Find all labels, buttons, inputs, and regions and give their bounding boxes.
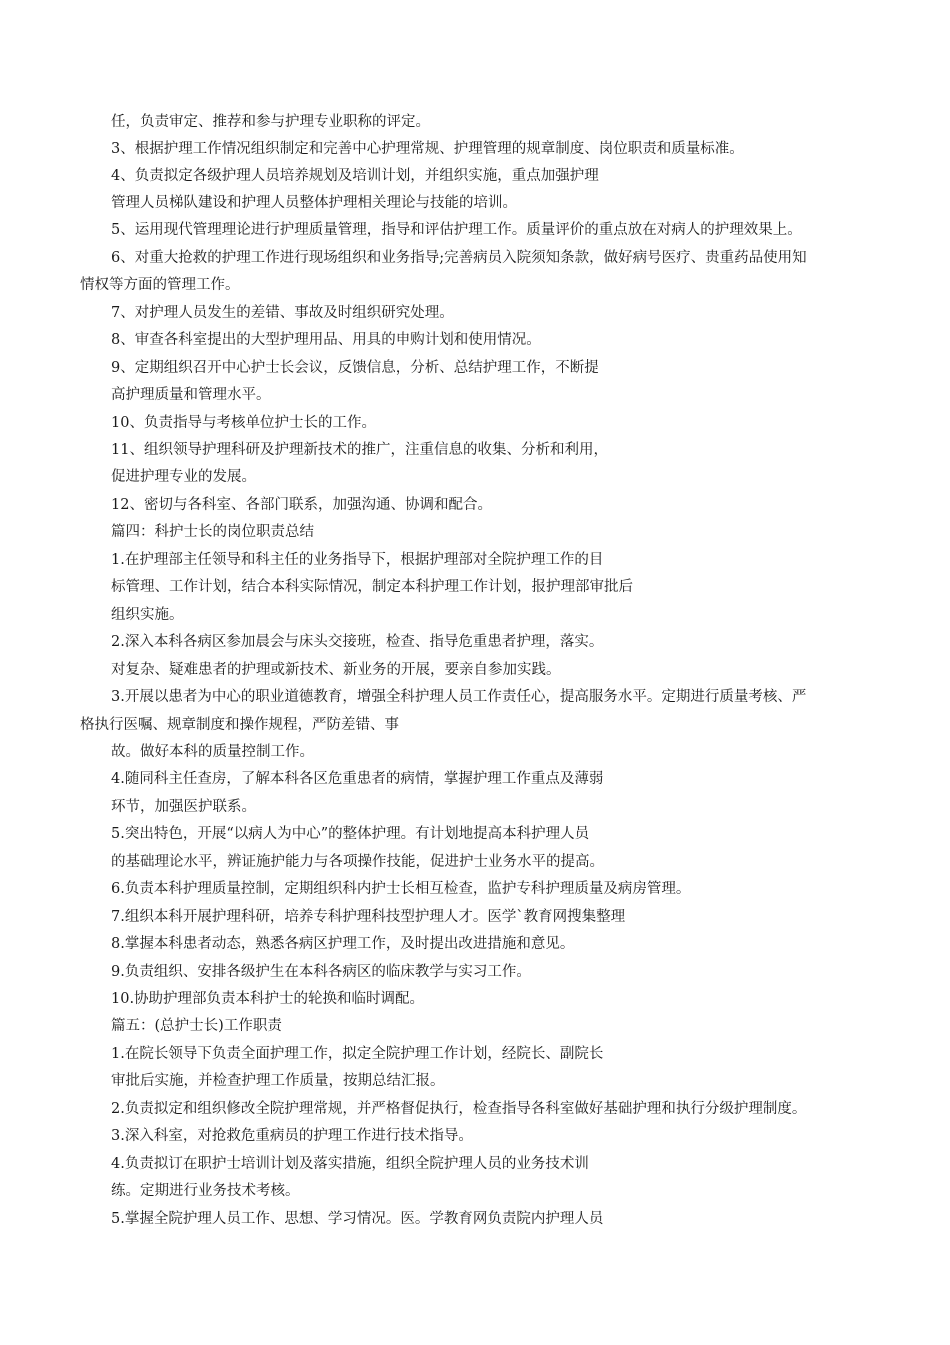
text-line: 6、对重大抢救的护理工作进行现场组织和业务指导;完善病员入院须知条款，做好病号医疗、贵重药品使用知 <box>111 250 807 266</box>
text-line: 1.在护理部主任领导和科主任的业务指导下，根据护理部对全院护理工作的目 <box>111 552 604 568</box>
text-line: 8、审查各科室提出的大型护理用品、用具的申购计划和使用情况。 <box>111 332 541 348</box>
text-line: 促进护理专业的发展。 <box>111 469 256 485</box>
text-line: 练。定期进行业务技术考核。 <box>111 1183 300 1199</box>
text-line: 3.深入科室，对抢救危重病员的护理工作进行技术指导。 <box>111 1128 473 1144</box>
text-line: 7、对护理人员发生的差错、事故及时组织研究处理。 <box>111 305 454 321</box>
text-line: 任，负责审定、推荐和参与护理专业职称的评定。 <box>111 114 430 130</box>
text-line: 管理人员梯队建设和护理人员整体护理相关理论与技能的培训。 <box>111 195 517 211</box>
text-line: 6.负责本科护理质量控制，定期组织科内护士长相互检查，监护专科护理质量及病房管理。 <box>111 881 691 897</box>
text-line: 情权等方面的管理工作。 <box>80 277 240 293</box>
section-heading: 篇四：科护士长的岗位职责总结 <box>111 524 314 540</box>
text-line: 标管理、工作计划，结合本科实际情况，制定本科护理工作计划，报护理部审批后 <box>111 579 633 595</box>
text-line: 的基础理论水平，辨证施护能力与各项操作技能，促进护士业务水平的提高。 <box>111 854 604 870</box>
text-line: 11、组织领导护理科研及护理新技术的推广，注重信息的收集、分析和利用， <box>111 442 608 458</box>
text-line: 12、密切与各科室、各部门联系，加强沟通、协调和配合。 <box>111 497 492 513</box>
text-line: 4.负责拟订在职护士培训计划及落实措施，组织全院护理人员的业务技术训 <box>111 1156 589 1172</box>
text-line: 3、根据护理工作情况组织制定和完善中心护理常规、护理管理的规章制度、岗位职责和质量标准。 <box>111 141 744 157</box>
text-line: 5.掌握全院护理人员工作、思想、学习情况。医。学教育网负责院内护理人员 <box>111 1211 604 1227</box>
text-line: 高护理质量和管理水平。 <box>111 387 271 403</box>
text-line: 环节，加强医护联系。 <box>111 799 256 815</box>
text-line: 组织实施。 <box>111 607 184 623</box>
text-line: 格执行医嘱、规章制度和操作规程，严防差错、事 <box>80 717 399 733</box>
text-line: 4、负责拟定各级护理人员培养规划及培训计划，并组织实施，重点加强护理 <box>111 168 599 184</box>
text-line: 4.随同科主任查房，了解本科各区危重患者的病情，掌握护理工作重点及薄弱 <box>111 771 604 787</box>
text-line: 5、运用现代管理理论进行护理质量管理，指导和评估护理工作。质量评价的重点放在对病人的护理效果上。 <box>111 222 802 238</box>
text-line: 故。做好本科的质量控制工作。 <box>111 744 314 760</box>
text-line: 审批后实施，并检查护理工作质量，按期总结汇报。 <box>111 1073 445 1089</box>
text-line: 9、定期组织召开中心护士长会议，反馈信息，分析、总结护理工作，不断提 <box>111 360 599 376</box>
text-line: 7.组织本科开展护理科研，培养专科护理科技型护理人才。医学`教育网搜集整理 <box>111 909 626 925</box>
section-heading: 篇五：(总护士长)工作职责 <box>111 1018 282 1034</box>
text-line: 1.在院长领导下负责全面护理工作，拟定全院护理工作计划，经院长、副院长 <box>111 1046 604 1062</box>
text-line: 2.负责拟定和组织修改全院护理常规，并严格督促执行，检查指导各科室做好基础护理和执行分级护理制度。 <box>111 1101 807 1117</box>
text-line: 9.负责组织、安排各级护生在本科各病区的临床教学与实习工作。 <box>111 964 531 980</box>
text-line: 2.深入本科各病区参加晨会与床头交接班，检查、指导危重患者护理，落实。 <box>111 634 604 650</box>
text-line: 对复杂、疑难患者的护理或新技术、新业务的开展，要亲自参加实践。 <box>111 662 561 678</box>
text-line: 10.协助护理部负责本科护士的轮换和临时调配。 <box>111 991 425 1007</box>
text-line: 10、负责指导与考核单位护士长的工作。 <box>111 415 376 431</box>
text-line: 5.突出特色，开展“以病人为中心”的整体护理。有计划地提高本科护理人员 <box>111 826 590 842</box>
text-line: 8.掌握本科患者动态，熟悉各病区护理工作，及时提出改进措施和意见。 <box>111 936 575 952</box>
text-line: 3.开展以患者为中心的职业道德教育，增强全科护理人员工作责任心，提高服务水平。定期进行质量考核、严 <box>111 689 807 705</box>
